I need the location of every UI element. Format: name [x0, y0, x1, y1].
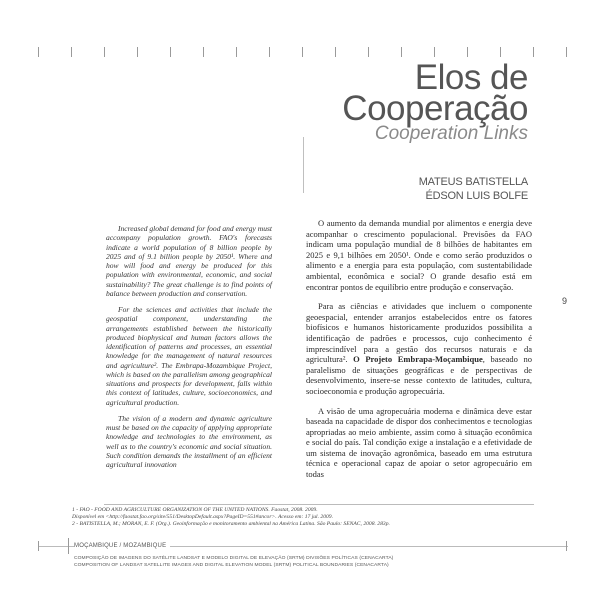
footnote-1-continued: Disponível em <http://faostat.fao.org/site/551/DesktopDefault.aspx?PageID=551#ancor>. Acesso em: 17 jul. 2009.: [72, 514, 333, 520]
title-divider: [303, 137, 304, 193]
author-1: MATEUS BATISTELLA: [418, 176, 528, 188]
project-name: O Projeto Embrapa-Moçambique: [353, 354, 483, 365]
english-text-column: [106, 224, 272, 476]
footnote-divider: [104, 504, 534, 505]
ruler-tick: [137, 47, 138, 57]
bottom-vertical-marker: [68, 538, 69, 554]
ruler-tick: [566, 47, 567, 57]
english-paragraph-3: The vision of a modern and dynamic agriculture must be based on the capacity of applying appropriate knowledge and technologies to the environment, as well as to the country's economic and social situation. Such condition demands the installment of an efficient agricultural innovation: [106, 413, 272, 469]
ruler-tick: [104, 47, 105, 57]
section-label: MOÇAMBIQUE / MOZAMBIQUE: [74, 543, 170, 549]
ruler-tick: [170, 47, 171, 57]
bottom-ruler-tick: [38, 541, 39, 551]
ruler-tick: [71, 47, 72, 57]
p2-text-before: Para as ciências e atividades que incluem o componente geoespacial, entender arranjos estabelecidos entre os fatores biofísicos e humanos historicamente produzidos possibilita a identificação de padrões e processos, cujo conhecimento é imprescindível para a gestão dos recursos naturais e da agricultura².: [306, 301, 532, 365]
portuguese-paragraph-2: [306, 301, 532, 396]
title-line-1: Elos de: [414, 58, 528, 97]
ruler-tick: [236, 47, 237, 57]
ruler-tick: [401, 47, 402, 57]
ruler-tick: [368, 47, 369, 57]
ruler-tick: [203, 47, 204, 57]
footnote-2: 2 - BATISTELLA, M.; MORAN, E. F. (Org.). Geoinformação e monitoramento ambiental na América Latina. São Paulo: SENAC, 2008. 283p.: [72, 521, 390, 527]
portuguese-paragraph-1: O aumento da demanda mundial por alimentos e energia deve acompanhar o crescimento populacional. Previsões da FAO indicam uma população mundial de 8 bilhões de habitantes em 2025 e 9,1 bilhões em 2050¹. Onde e como serão produzidos o alimento e a energia para esta população, com sustentabilidade ambiental, econômica e social? O grande desafio está em encontrar pontos de equilíbrio entre produção e conservação.: [306, 218, 532, 292]
ruler-tick: [302, 47, 303, 57]
portuguese-text-column: [306, 218, 532, 489]
portuguese-paragraph-3: A visão de uma agropecuária moderna e dinâmica deve estar baseada na capacidade de dispor dos conhecimentos e tecnologias apropriadas ao meio ambiente, assim como à situação econômica e social do país. Tal condição exige a instalação e a efetividade de um sistema de inovação agronômica, baseado em uma estrutura técnica e operacional capaz de apoiar o setor agropecuário em todas: [306, 405, 532, 480]
ruler-tick: [434, 47, 435, 57]
image-caption: [74, 556, 554, 569]
bottom-ruler-tick: [566, 541, 567, 551]
english-paragraph-2: For the sciences and activities that include the geospatial component, understanding the arrangements established between the historically produced biophysical and human factors allows the identification of patterns and processes, an essential knowledge for the management of natural resources and agriculture². The Embrapa-Mozambique Project, which is based on the parallelism among geographical situations and prospects for development, falls within this context of latitudes, culture, socioeconomics, and agricultural production.: [106, 305, 272, 407]
page-title-portuguese: [342, 58, 528, 128]
ruler-tick: [533, 47, 534, 57]
footnotes: [72, 507, 542, 528]
footnote-1: 1 - FAO - FOOD AND AGRICULTURE ORGANIZATION OF THE UNITED NATIONS. Faostat, 2008. 2009.: [72, 507, 318, 513]
p2-text-after: , baseado no paralelismo de situações geográficas e de perspectivas de desenvolvimento, insere-se nesse contexto de latitudes, cultura, socioeconomia e produção agropecuária.: [306, 354, 532, 396]
page-number: 9: [562, 296, 568, 306]
caption-english: COMPOSITION OF LANDSAT SATELLITE IMAGES AND DIGITAL ELEVATION MODEL (SRTM) POLITICAL BOUNDARIES (CENACARTA): [74, 562, 389, 568]
ruler-tick: [500, 47, 501, 57]
ruler-tick: [269, 47, 270, 57]
authors: [419, 175, 528, 203]
page-title-english: Cooperation Links: [374, 123, 528, 144]
ruler-tick: [467, 47, 468, 57]
author-2: ÉDSON LUIS BOLFE: [425, 190, 528, 202]
title-line-2: Cooperação: [342, 89, 528, 128]
ruler-tick: [335, 47, 336, 57]
english-paragraph-1: Increased global demand for food and energy must accompany population growth. FAO's forecasts indicate a world population of 8 billion people by 2025 and of 9.1 billion people by 2050¹. Where and how will food and energy be produced for this population with environmental, economic, and social sustainability? The great challenge is to find points of balance between production and conservation.: [106, 224, 272, 298]
caption-portuguese: COMPOSIÇÃO DE IMAGENS DO SATÉLITE LANDSAT E MODELO DIGITAL DE ELEVAÇÃO (SRTM) DIVISÕES POLÍTICAS (CENACARTA): [74, 556, 394, 561]
ruler-tick: [38, 47, 39, 57]
